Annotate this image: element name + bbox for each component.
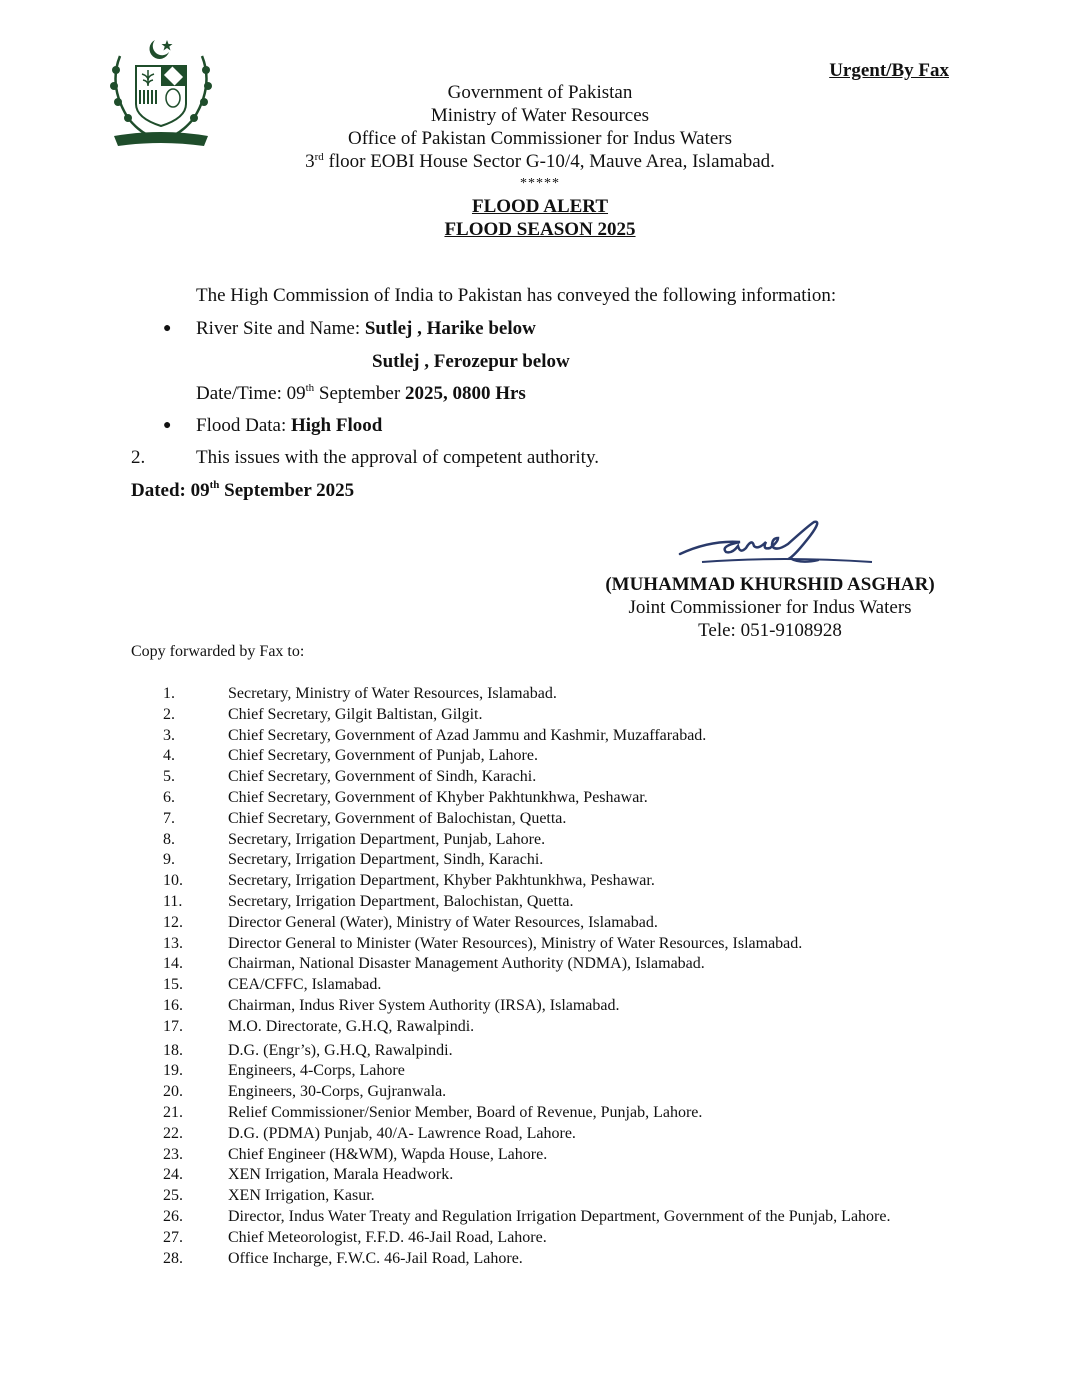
list-item-text: Chief Engineer (H&WM), Wapda House, Lahore. — [228, 1145, 548, 1163]
list-item — [163, 1061, 963, 1082]
list-item — [163, 705, 963, 726]
letterhead-office: Office of Pakistan Commissioner for Indus Waters — [347, 128, 733, 149]
list-item-text: Director General (Water), Ministry of Water Resources, Islamabad. — [228, 913, 658, 931]
letterhead-ministry: Ministry of Water Resources — [430, 105, 650, 126]
list-item-number: 27. — [163, 1228, 183, 1246]
list-item — [163, 1186, 963, 1207]
list-item — [163, 1228, 963, 1249]
list-item-number: 3. — [163, 726, 175, 744]
list-item-text: Secretary, Irrigation Department, Balochistan, Quetta. — [228, 892, 574, 910]
list-item-number: 12. — [163, 913, 183, 931]
signatory-phone: Tele: 051-9108928 — [698, 620, 842, 641]
list-item-text: Director General to Minister (Water Resources), Ministry of Water Resources, Islamabad. — [228, 934, 803, 952]
list-item — [163, 684, 963, 705]
list-item — [163, 1017, 963, 1038]
list-item-number: 20. — [163, 1083, 183, 1101]
list-item-text: Relief Commissioner/Senior Member, Board of Revenue, Punjab, Lahore. — [228, 1103, 703, 1121]
letterhead — [0, 81, 1080, 241]
list-item — [163, 913, 963, 934]
list-item-text: Engineers, 30-Corps, Gujranwala. — [228, 1083, 447, 1101]
list-item — [163, 1145, 963, 1166]
list-item — [163, 746, 963, 767]
list-item-number: 26. — [163, 1207, 183, 1225]
list-item — [163, 1124, 963, 1145]
signatory-designation: Joint Commissioner for Indus Waters — [628, 597, 912, 618]
list-item-number: 10. — [163, 872, 183, 890]
list-item-text: Chief Meteorologist, F.F.D. 46-Jail Road, Lahore. — [228, 1228, 547, 1246]
list-item-text: CEA/CFFC, Islamabad. — [228, 976, 382, 994]
list-item-text: XEN Irrigation, Marala Headwork. — [228, 1166, 454, 1184]
list-item-number: 15. — [163, 976, 183, 994]
list-item — [163, 954, 963, 975]
signature-icon — [672, 518, 887, 576]
list-item-number: 5. — [163, 768, 175, 786]
list-item-number: 8. — [163, 830, 175, 848]
list-item-number: 7. — [163, 809, 175, 827]
list-item — [163, 767, 963, 788]
list-item-number: 14. — [163, 955, 183, 973]
list-item-text: Chief Secretary, Government of Khyber Pakhtunkhwa, Peshawar. — [228, 788, 648, 806]
list-item-number: 6. — [163, 788, 175, 806]
date-time-line: Date/Time: 09th September 2025, 0800 Hrs — [196, 382, 526, 404]
list-item — [163, 996, 963, 1017]
list-item-text: D.G. (Engr’s), G.H.Q, Rawalpindi. — [228, 1041, 453, 1059]
list-item-text: Chief Secretary, Gilgit Baltistan, Gilgit. — [228, 705, 483, 723]
intro-paragraph: The High Commission of India to Pakistan has conveyed the following information: — [196, 285, 837, 306]
bullet-icon: ● — [163, 418, 172, 433]
list-item — [163, 850, 963, 871]
list-item-number: 17. — [163, 1017, 183, 1035]
flood-data-value: High Flood — [291, 415, 383, 436]
document-title: FLOOD ALERT — [471, 196, 609, 217]
list-item — [163, 809, 963, 830]
list-item-text: Chief Secretary, Government of Azad Jammu and Kashmir, Muzaffarabad. — [228, 726, 707, 744]
river-site-line: River Site and Name: Sutlej , Harike below — [196, 318, 536, 339]
list-item-number: 19. — [163, 1062, 183, 1080]
list-item-number: 9. — [163, 851, 175, 869]
list-item-text: M.O. Directorate, G.H.Q, Rawalpindi. — [228, 1017, 475, 1035]
list-item-number: 11. — [163, 892, 183, 910]
list-item-number: 16. — [163, 996, 183, 1014]
list-item-number: 25. — [163, 1187, 183, 1205]
distribution-list — [163, 684, 963, 1269]
list-item-text: Secretary, Ministry of Water Resources, Islamabad. — [228, 685, 557, 702]
river-site-value-1: Sutlej , Harike below — [364, 318, 536, 339]
river-site-value-2: Sutlej , Ferozepur below — [372, 351, 570, 372]
urgent-by-fax-label: Urgent/By Fax — [829, 60, 949, 81]
list-item-number: 1. — [163, 685, 175, 702]
list-item — [163, 892, 963, 913]
list-item-number: 28. — [163, 1249, 183, 1267]
list-item-text: Secretary, Irrigation Department, Punjab, Lahore. — [228, 830, 546, 848]
list-item-text: Chairman, Indus River System Authority (IRSA), Islamabad. — [228, 996, 620, 1014]
list-item — [163, 1165, 963, 1186]
list-item-number: 13. — [163, 934, 183, 952]
list-item — [163, 788, 963, 809]
list-item-text: Chief Secretary, Government of Balochistan, Quetta. — [228, 809, 567, 827]
list-item-text: Chief Secretary, Government of Sindh, Karachi. — [228, 768, 537, 786]
list-item-text: Secretary, Irrigation Department, Sindh, Karachi. — [228, 851, 544, 869]
list-item — [163, 871, 963, 892]
list-item — [163, 1207, 963, 1228]
list-item-number: 4. — [163, 747, 175, 765]
separator-stars: ***** — [520, 176, 560, 191]
list-item-text: Engineers, 4-Corps, Lahore — [228, 1062, 405, 1080]
copy-forwarded-label: Copy forwarded by Fax to: — [131, 643, 305, 660]
document-subtitle: FLOOD SEASON 2025 — [444, 219, 636, 240]
list-item-text: Director, Indus Water Treaty and Regulation Irrigation Department, Government of the Punjab, Lahore. — [228, 1207, 891, 1225]
letterhead-address: 3rd floor EOBI House Sector G-10/4, Mauve Area, Islamabad. — [305, 151, 775, 172]
paragraph-number: 2. — [131, 447, 146, 468]
list-item-number: 2. — [163, 705, 175, 723]
list-item-text: Chairman, National Disaster Management Authority (NDMA), Islamabad. — [228, 955, 705, 973]
list-item-number: 22. — [163, 1124, 183, 1142]
signatory-block — [560, 573, 980, 642]
list-item — [163, 726, 963, 747]
list-item — [163, 830, 963, 851]
list-item-text: D.G. (PDMA) Punjab, 40/A- Lawrence Road, Lahore. — [228, 1124, 576, 1142]
list-item-number: 24. — [163, 1166, 183, 1184]
dated-line: Dated: 09th September 2025 — [131, 479, 355, 501]
list-item — [163, 1082, 963, 1103]
list-item — [163, 934, 963, 955]
list-item-text: Office Incharge, F.W.C. 46-Jail Road, Lahore. — [228, 1249, 523, 1267]
list-item — [163, 1041, 963, 1062]
list-item — [163, 975, 963, 996]
list-item-text: Secretary, Irrigation Department, Khyber Pakhtunkhwa, Peshawar. — [228, 872, 655, 890]
list-item-number: 23. — [163, 1145, 183, 1163]
list-item-number: 18. — [163, 1041, 183, 1059]
signatory-name: (MUHAMMAD KHURSHID ASGHAR) — [605, 574, 935, 595]
bullet-icon: ● — [163, 321, 172, 336]
list-item — [163, 1249, 963, 1270]
flood-data-line: Flood Data: High Flood — [196, 415, 383, 436]
list-item-text: Chief Secretary, Government of Punjab, Lahore. — [228, 747, 538, 765]
letterhead-government: Government of Pakistan — [447, 82, 633, 103]
list-item-text: XEN Irrigation, Kasur. — [228, 1187, 375, 1205]
list-item — [163, 1103, 963, 1124]
approval-paragraph: This issues with the approval of competent authority. — [196, 447, 599, 468]
list-item-number: 21. — [163, 1103, 183, 1121]
